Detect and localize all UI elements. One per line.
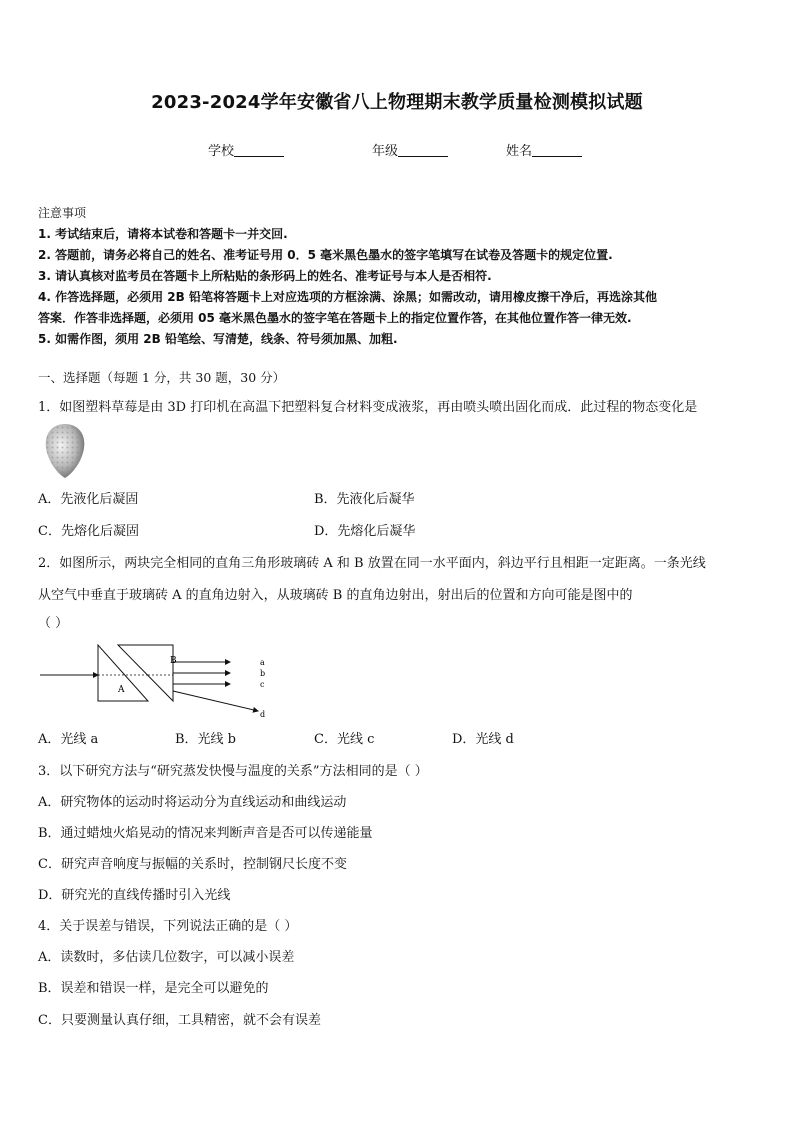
q2-option-a[interactable]: A．光线 a	[38, 732, 99, 747]
ray-a-label: a	[260, 658, 265, 667]
note-item: 1. 考试结束后，请将本试卷和答题卡一并交回.	[38, 227, 288, 241]
name-field	[506, 140, 582, 159]
q2-stem-line1: 2．如图所示，两块完全相同的直角三角形玻璃砖 A 和 B 放置在同一水平面内，斜边平行且相距一定距离。一条光线	[38, 556, 706, 571]
school-label: 学校	[208, 144, 235, 159]
q2-option-d[interactable]: D．光线 d	[452, 732, 514, 747]
q2-option-b[interactable]: B．光线 b	[175, 732, 237, 747]
q4-stem: 4．关于误差与错误，下列说法正确的是（ ）	[38, 919, 298, 934]
name-label: 姓名	[506, 144, 533, 159]
school-blank[interactable]	[234, 144, 284, 157]
q4-option-a[interactable]: A．读数时，多估读几位数字，可以减小误差	[38, 950, 295, 965]
school-field	[208, 140, 284, 159]
q4-option-c[interactable]: C．只要测量认真仔细，工具精密，就不会有误差	[38, 1013, 321, 1028]
page-title: 2023-2024学年安徽省八上物理期末教学质量检测模拟试题	[151, 92, 643, 113]
note-item: 答案．作答非选择题，必须用 05 毫米黑色墨水的签字笔在答题卡上的指定位置作答，在其他位置作答一律无效.	[38, 311, 632, 325]
notes-section	[38, 203, 758, 350]
q2-stem-line2: 从空气中垂直于玻璃砖 A 的直角边射入，从玻璃砖 B 的直角边射出，射出后的位置和方向可能是图中的	[38, 588, 633, 603]
name-blank[interactable]	[532, 144, 582, 157]
prism-a-label: A	[118, 685, 125, 695]
glass-prism-diagram	[38, 635, 278, 720]
q3-option-b[interactable]: B．通过蜡烛火焰晃动的情况来判断声音是否可以传递能量	[38, 826, 373, 841]
grade-field	[372, 140, 448, 159]
q1-option-a[interactable]: A．先液化后凝固	[38, 492, 139, 507]
ray-b-label: b	[260, 669, 266, 678]
note-item: 3. 请认真核对监考员在答题卡上所粘贴的条形码上的姓名、准考证号与本人是否相符.	[38, 269, 492, 283]
ray-c-label: c	[260, 680, 265, 689]
note-item: 4. 作答选择题，必须用 2B 铅笔将答题卡上对应选项的方框涂满、涂黑；如需改动，请用橡皮擦干净后，再选涂其他	[38, 290, 657, 304]
grade-label: 年级	[372, 144, 399, 159]
grade-blank[interactable]	[398, 144, 448, 157]
q4-option-b[interactable]: B．误差和错误一样，是完全可以避免的	[38, 981, 269, 996]
ray-d-label: d	[260, 710, 266, 719]
section-heading: 一、选择题（每题 1 分，共 30 题，30 分）	[38, 370, 286, 385]
q3-option-c[interactable]: C．研究声音响度与振幅的关系时，控制钢尺长度不变	[38, 857, 347, 872]
q3-option-a[interactable]: A．研究物体的运动时将运动分为直线运动和曲线运动	[38, 795, 347, 810]
note-item: 5. 如需作图，须用 2B 铅笔绘、写清楚，线条、符号须加黑、加粗.	[38, 332, 398, 346]
q3-stem: 3．以下研究方法与“研究蒸发快慢与温度的关系”方法相同的是（ ）	[38, 764, 428, 779]
notes-heading: 注意事项	[38, 206, 87, 220]
prism-b-label: B	[170, 656, 177, 666]
q1-option-b[interactable]: B．先液化后凝华	[314, 492, 415, 507]
q3-option-d[interactable]: D．研究光的直线传播时引入光线	[38, 888, 231, 903]
q1-stem: 1．如图塑料草莓是由 3D 打印机在高温下把塑料复合材料变成液浆，再由喷头喷出固化而成．此过程的物态变化是	[38, 400, 698, 415]
q2-answer-paren: （ ）	[38, 616, 69, 631]
q1-option-d[interactable]: D．先熔化后凝华	[314, 524, 416, 539]
note-item: 2. 答题前，请务必将自己的姓名、准考证号用 0．5 毫米黑色墨水的签字笔填写在试卷及答题卡的规定位置.	[38, 248, 613, 262]
q2-option-c[interactable]: C．光线 c	[314, 732, 375, 747]
strawberry-image	[40, 420, 90, 480]
q1-option-c[interactable]: C．先熔化后凝固	[38, 524, 139, 539]
